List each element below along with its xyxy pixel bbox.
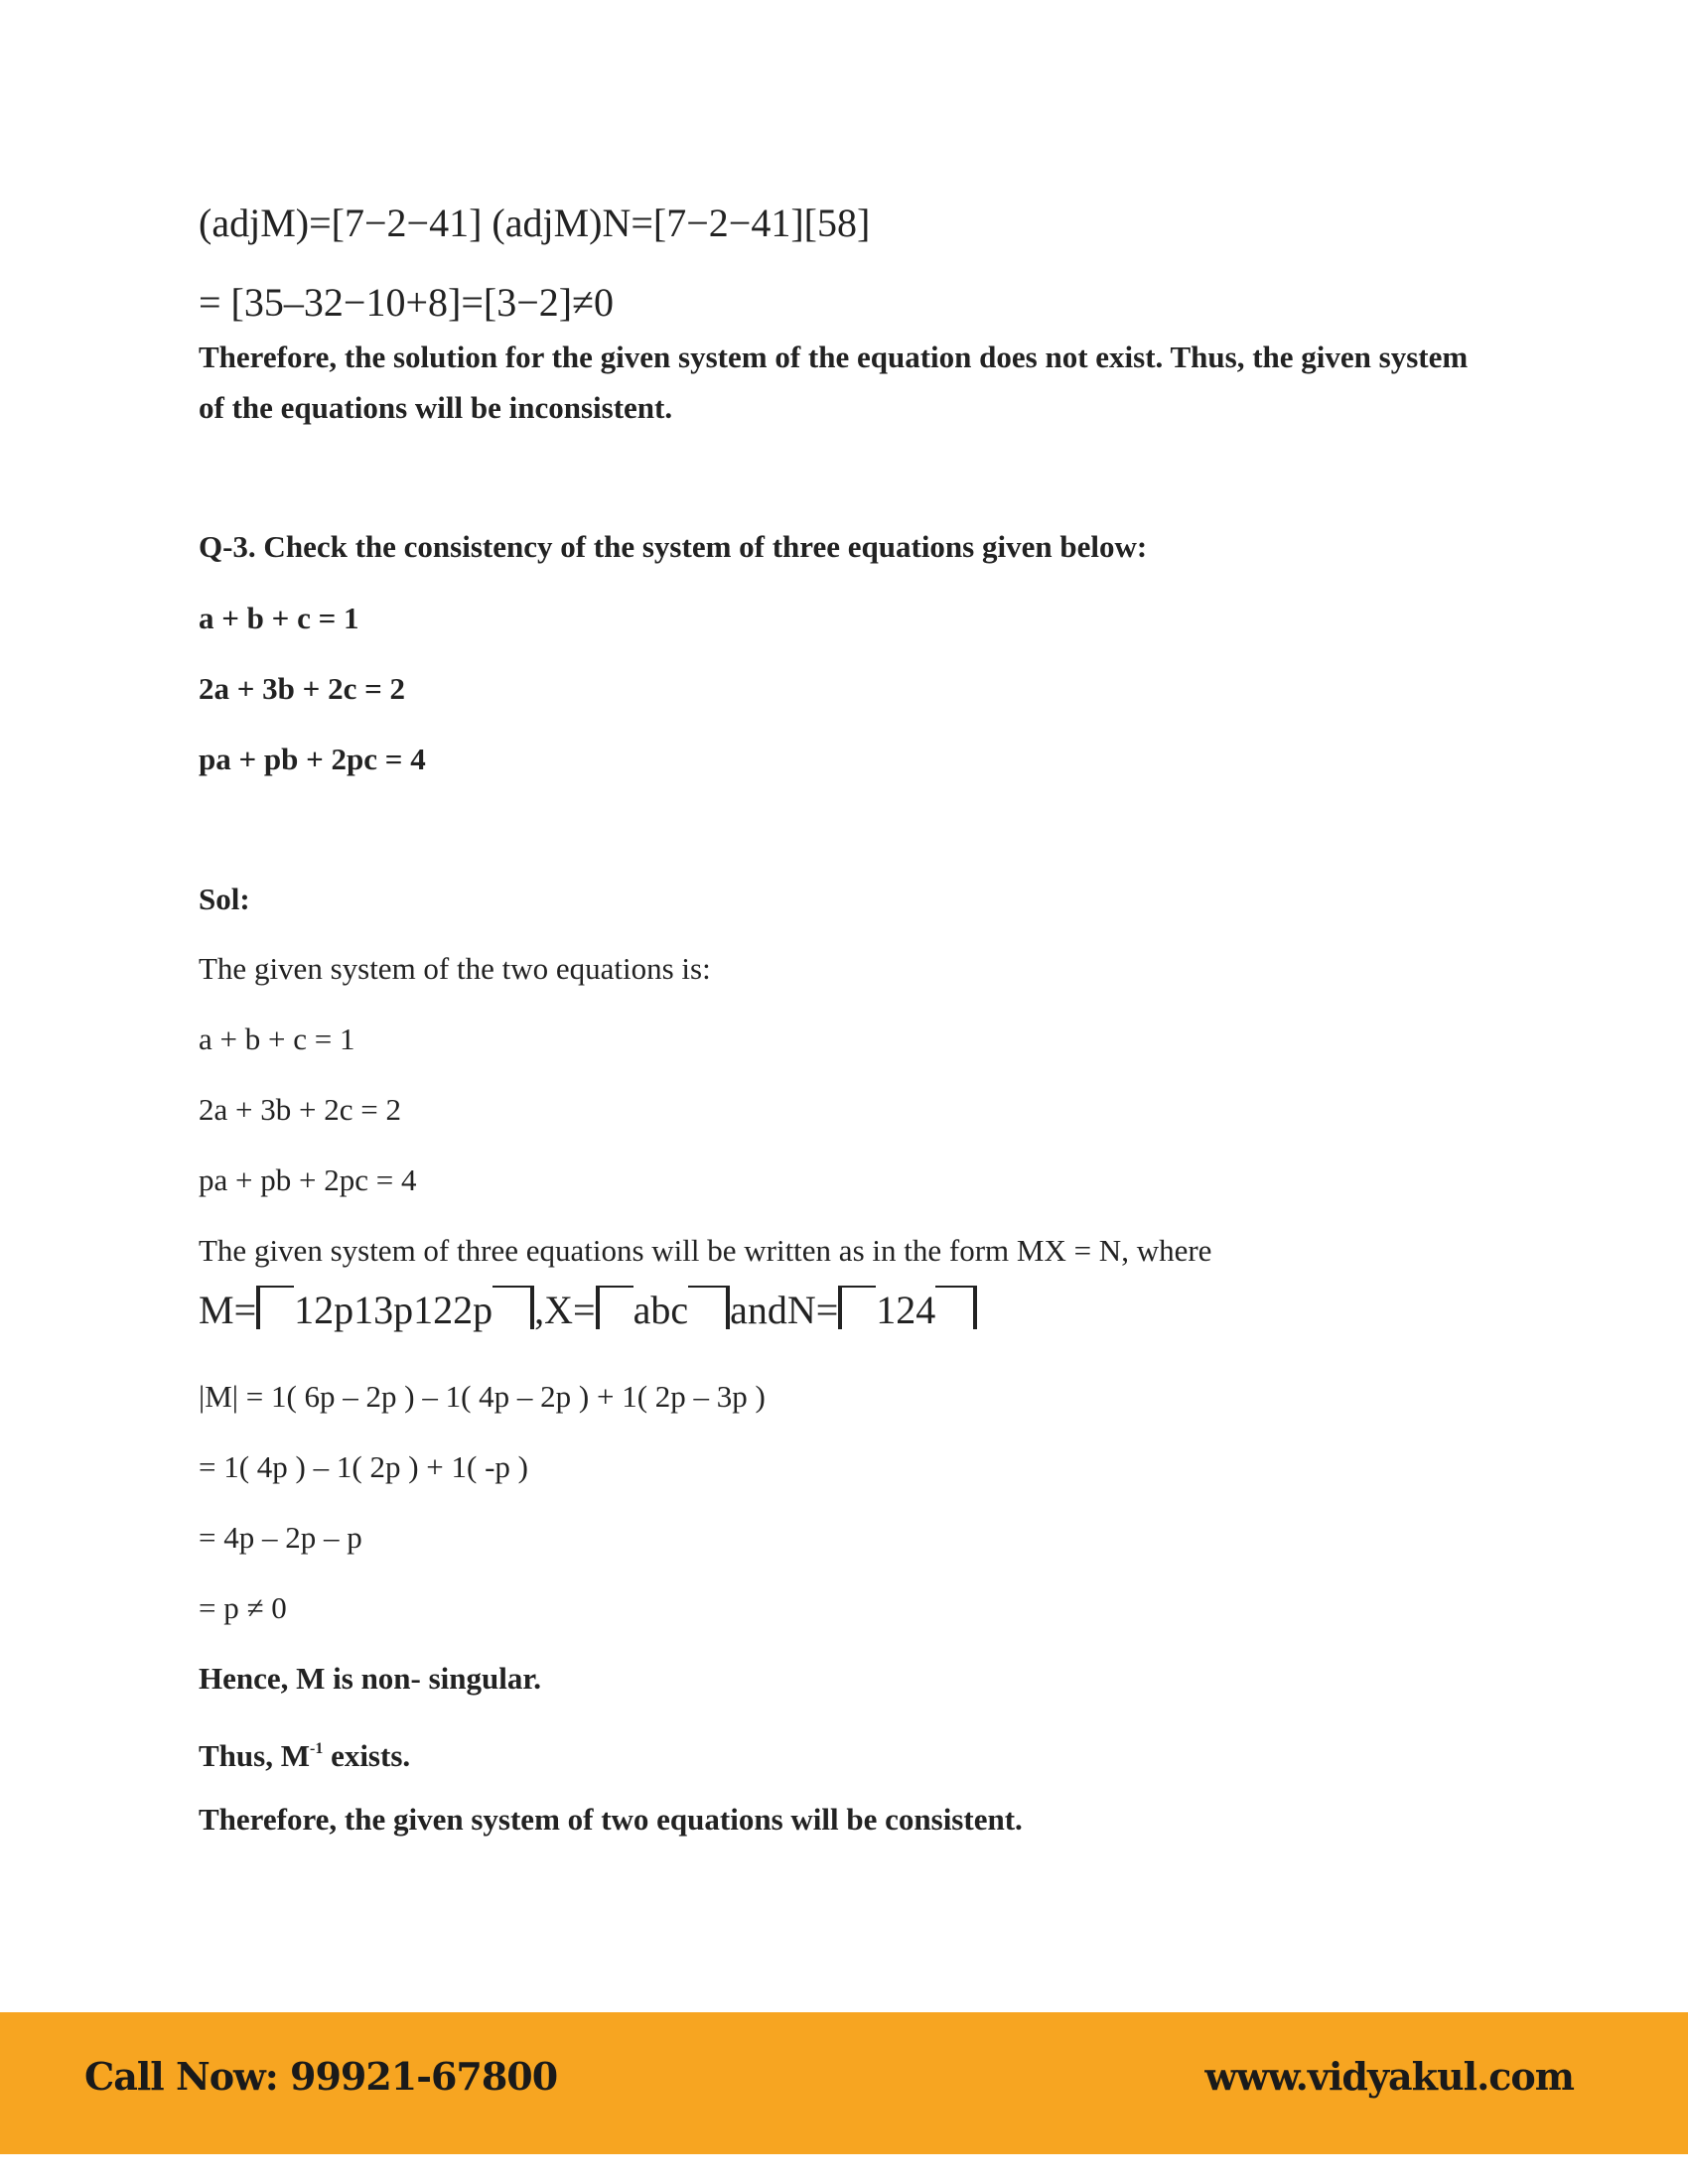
adj-result-line: = [35–32−10+8]=[3−2]≠0 [199,280,615,325]
inverse-statement [199,1729,410,1776]
footer-banner [0,2012,1688,2154]
bracket-close-icon [688,1286,730,1329]
determinant-line: |M| = 1( 6p – 2p ) – 1( 4p – 2p ) + 1( 2p – 3p ) [199,1379,766,1414]
determinant-step-3: = p ≠ 0 [199,1590,287,1625]
matrix-n-entries: 124 [876,1288,936,1332]
previous-conclusion: Therefore, the solution for the given system of the equation does not exist. Thus, the given system of the equations will be inconsistent. [199,340,1469,425]
nonsingular-statement: Hence, M is non- singular. [199,1661,542,1696]
matrix-definitions [199,1284,977,1337]
final-conclusion: Therefore, the given system of two equations will be consistent. [199,1802,1023,1837]
phone-number[interactable]: Call Now: 99921-67800 [84,2054,558,2099]
given-system-intro: The given system of the two equations is: [199,951,711,986]
question-equation-2: 2a + 3b + 2c = 2 [199,671,405,706]
bracket-open-icon [596,1286,633,1329]
question-equation-3: pa + pb + 2pc = 4 [199,742,426,776]
solution-equation-2: 2a + 3b + 2c = 2 [199,1092,401,1127]
question-heading: Q-3. Check the consistency of the system of three equations given below: [199,529,1148,564]
determinant-step-1: = 1( 4p ) – 1( 2p ) + 1( -p ) [199,1449,528,1484]
solution-equation-1: a + b + c = 1 [199,1022,355,1056]
matrix-x-label: ,X= [534,1288,596,1332]
solution-label: Sol: [199,882,250,916]
matrix-form-line: The given system of three equations will be written as in the form MX = N, where [199,1233,1212,1268]
bracket-open-icon [838,1286,876,1329]
matrix-n-label: andN= [730,1288,839,1332]
bracket-close-icon [935,1286,977,1329]
adj-matrix-line: (adjM)=[7−2−41] (adjM)N=[7−2−41][58] [199,201,871,245]
inverse-text-start: Thus, M [199,1738,310,1773]
bracket-open-icon [256,1286,294,1329]
determinant-step-2: = 4p – 2p – p [199,1520,362,1555]
solution-equation-3: pa + pb + 2pc = 4 [199,1162,417,1197]
bracket-close-icon [492,1286,534,1329]
inverse-superscript: -1 [309,1740,324,1757]
inverse-text-end: exists. [323,1738,411,1773]
website-link[interactable]: www.vidyakul.com [1204,2054,1574,2099]
matrix-m-entries: 12p13p122p [294,1288,493,1332]
matrix-m-label: M= [199,1288,257,1332]
question-equation-1: a + b + c = 1 [199,601,359,635]
matrix-x-entries: abc [633,1288,689,1332]
